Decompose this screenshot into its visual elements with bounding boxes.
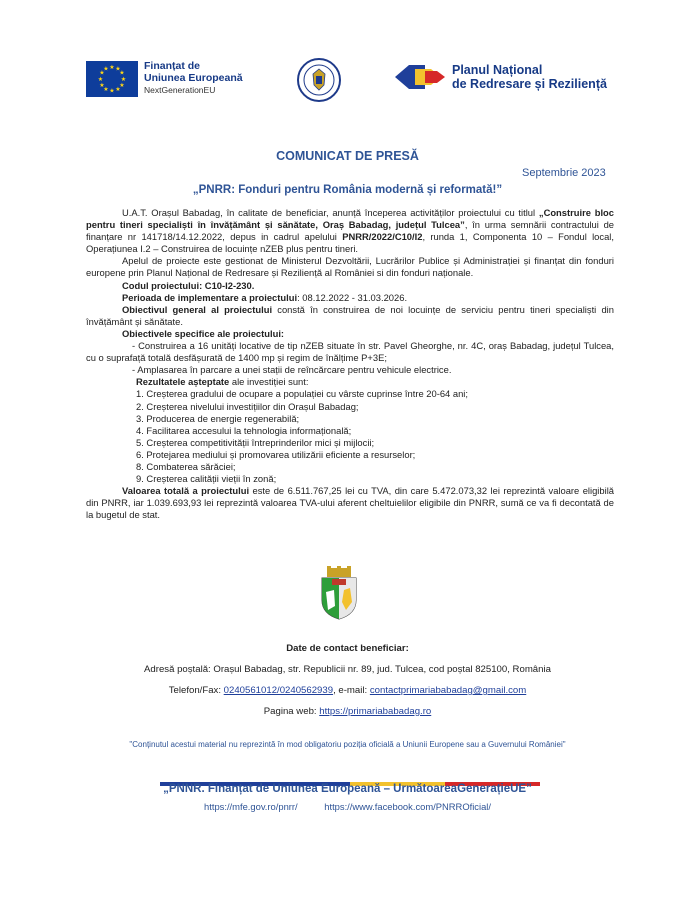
email-link[interactable]: contactprimariababadag@gmail.com (369, 685, 527, 696)
phone-label: Telefon/Fax: (168, 685, 224, 696)
eu-flag-logo (86, 61, 138, 97)
svg-text:★: ★ (103, 86, 109, 93)
funding-paragraph: Apelul de proiecte este gestionat de Ministerul Dezvoltării, Lucrărilor Publice și Administrației și finanțat din fonduri europene prin Planul Național de Redresare și Reziliență al României si din fonduri naționale. (86, 255, 614, 279)
svg-text:★: ★ (109, 87, 115, 95)
pnrr-logo (395, 63, 447, 91)
list-item: 8. Combaterea sărăciei; (136, 460, 236, 472)
total-value-text: este de 6.511.767,25 lei cu TVA, din care 5.472.073,32 lei reprezintă valoare eligibilă din PNRR, iar 1.039.693,93 lei reprezintă valoarea TVA-ului aferent cheltuielilor eligibile din PNRR, sumă ce va fi decontată de la bugetul de stat. (86, 485, 614, 521)
footer-color-bar (160, 773, 540, 777)
contact-phone-email (0, 685, 695, 697)
web-label: Pagina web: (263, 706, 320, 717)
results-list (86, 388, 614, 485)
email-label: , e-mail: (333, 685, 370, 696)
svg-text:★: ★ (99, 82, 105, 89)
period-value: : 08.12.2022 - 31.03.2026. (297, 291, 408, 303)
contact-web (0, 706, 695, 718)
svg-text:★: ★ (119, 69, 125, 77)
press-release-body (86, 207, 614, 521)
release-date: Septembrie 2023 (522, 167, 606, 179)
results-label-rest: ale investiției sunt: (229, 376, 309, 388)
svg-text:★: ★ (103, 65, 109, 73)
website-link[interactable]: https://primariababadag.ro (319, 706, 432, 717)
svg-text:★: ★ (109, 64, 115, 71)
general-objective-value: constă în construirea de noi locuințe de serviciu pentru tineri specialiști din învățământ și sănătate. (86, 303, 614, 327)
total-value-label: Valoarea totală a proiectului (122, 485, 250, 497)
results-heading (86, 376, 614, 388)
svg-text:★: ★ (99, 69, 105, 77)
list-item: 4. Facilitarea accesului la tehnologia informațională; (136, 424, 352, 436)
government-seal-logo (297, 58, 341, 102)
specific-objective-2: - Amplasarea în parcare a unei stații de reîncărcare pentru vehicule electrice. (132, 364, 452, 376)
period-label: Perioada de implementare a proiectului (122, 291, 298, 303)
town-crest-icon (318, 566, 360, 620)
eu-line-1: Finanțat de (144, 60, 201, 72)
footer-title: „PNNR. Finanțat de Uniunea Europeană – UrmătoareaGenerațieUE” (163, 783, 532, 795)
list-item: 2. Creșterea nivelului investițiilor din Orașul Babadag; (136, 400, 359, 412)
intro-paragraph (86, 207, 614, 255)
svg-text:★: ★ (97, 76, 104, 83)
facebook-link[interactable]: https://www.facebook.com/PNRROficial/ (324, 801, 491, 812)
intro-text-c: , în urma semnării contractului de finanțare nr 141718/14.12.2022, depus in cadrul apelului (86, 219, 614, 243)
list-item: 3. Producerea de energie regenerabilă; (136, 412, 300, 424)
intro-text-a: U.A.T. Orașul Babadag, în calitate de beneficiar, anunță începerea activităților proiectului cu titlul (122, 207, 539, 218)
specific-objective-1: - Construirea a 16 unități locative de tip nZEB situate în str. Pavel Gheorghe, nr. 4C, oraș Babadag, județul Tulcea, cu o suprafață totală desfășurată de 1400 mp și regim de înălțime P+3E; (86, 340, 614, 364)
pnrr-label (452, 63, 607, 91)
svg-text:★: ★ (115, 65, 121, 73)
eu-funding-label (144, 60, 243, 96)
project-code-value: C10-I2-230. (202, 279, 255, 291)
call-code: PNRR/2022/C10/I2 (342, 231, 423, 243)
specific-objectives-label: Obiectivele specifice ale proiectului: (122, 327, 285, 339)
svg-text:★: ★ (115, 86, 121, 93)
project-code-label: Codul proiectului: (122, 279, 203, 291)
disclaimer-text: "Conținutul acestui material nu reprezintă în mod obligatoriu poziția oficială a Uniunii Europene sau a Guvernului României" (129, 740, 566, 749)
general-objective-label: Obiectivul general al proiectului (122, 303, 273, 315)
project-title: „Construire bloc pentru tineri specialiști în învățământ și sănătate, Oraș Babadag, județul Tulcea” (86, 207, 615, 231)
postal-address: Adresă poștală: Orașul Babadag, str. Republicii nr. 89, jud. Tulcea, cod poștal 825100, România (144, 664, 551, 675)
page-title: COMUNICAT DE PRESĂ (276, 149, 419, 163)
results-label: Rezultatele așteptate (136, 376, 230, 388)
intro-text-e: , runda 1, Componenta 10 – Fondul local, Operațiunea I.2 – Construirea de locuințe nZEB plus pentru tineri. (86, 231, 614, 255)
general-objective (86, 304, 614, 328)
page-subtitle: „PNRR: Fonduri pentru România modernă și reformată!” (192, 184, 503, 196)
phone-link[interactable]: 0240561012/0240562939 (223, 685, 334, 696)
list-item: 1. Creșterea gradului de ocupare a populației cu vârste cuprinse între 20-64 ani; (136, 388, 468, 400)
list-item: 6. Protejarea mediului și promovarea utilizării eficiente a resurselor; (136, 448, 416, 460)
contact-heading: Date de contact beneficiar: (286, 643, 409, 654)
total-value (86, 485, 614, 521)
pnrr-line-1: Planul Național (452, 63, 543, 77)
list-item: 5. Creșterea competitivității întreprinderilor mici și mijlocii; (136, 436, 375, 448)
mfe-link[interactable]: https://mfe.gov.ro/pnrr/ (204, 801, 298, 812)
list-item: 9. Creșterea calității vieții în zonă; (136, 473, 277, 485)
eu-line-3: NextGenerationEU (144, 85, 216, 95)
footer-links (0, 801, 695, 812)
pnrr-line-2: de Redresare și Reziliență (452, 77, 607, 91)
implementation-period (86, 292, 614, 304)
project-code (86, 280, 614, 292)
svg-text:★: ★ (119, 82, 125, 89)
svg-text:★: ★ (120, 76, 127, 83)
eu-line-2: Uniunea Europeană (144, 72, 243, 84)
